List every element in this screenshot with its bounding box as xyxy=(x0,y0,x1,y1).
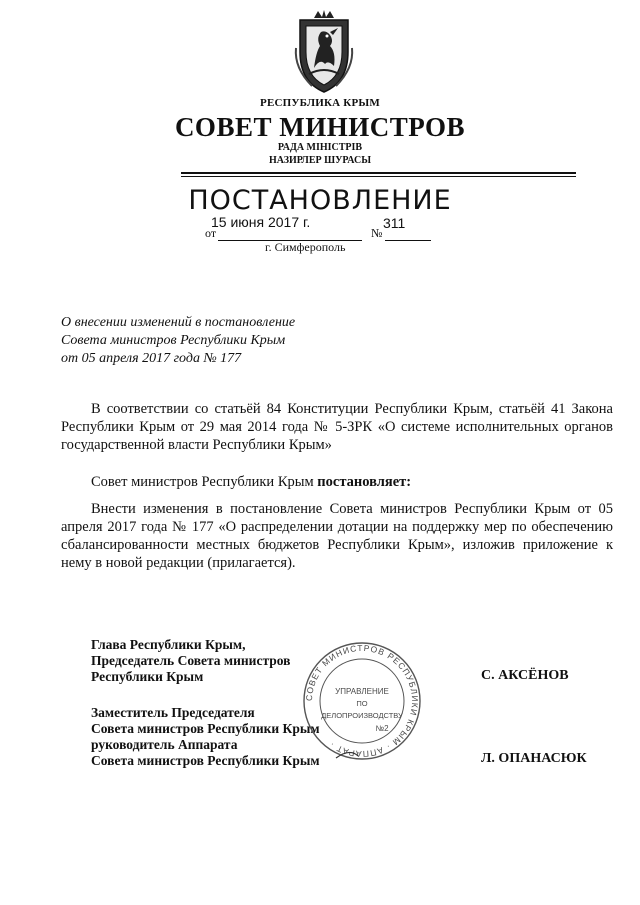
number-underline xyxy=(385,240,431,241)
stamp-ring-text: СОВЕТ МИНИСТРОВ РЕСПУБЛИКИ КРЫМ · АППАРАТ · xyxy=(303,642,421,760)
document-city: г. Симферополь xyxy=(265,240,346,254)
signatory-deputy-name: Л. ОПАНАСЮК xyxy=(481,751,587,766)
signatory-title-line: Председатель Совета министров xyxy=(91,653,291,668)
document-date: 15 июня 2017 г. xyxy=(211,214,311,230)
signatory-title-line: Совета министров Республики Крым xyxy=(91,753,320,768)
header-rule-thin xyxy=(181,176,576,177)
signatory-title-line: Совета министров Республики Крым xyxy=(91,721,320,736)
office-stamp xyxy=(296,640,428,762)
coat-of-arms-icon xyxy=(292,8,356,94)
subject-line: Совета министров Республики Крым xyxy=(61,333,286,348)
subject-line: от 05 апреля 2017 года № 177 xyxy=(61,351,242,366)
stamp-number: №2 xyxy=(375,724,389,733)
document-type: ПОСТАНОВЛЕНИЕ xyxy=(188,185,452,216)
decree-lead: Совет министров Республики Крым xyxy=(91,474,318,490)
document-subject xyxy=(61,314,421,368)
republic-title: РЕСПУБЛИКА КРЫМ xyxy=(260,97,380,109)
signatory-title-line: Заместитель Председателя xyxy=(91,705,255,720)
council-title: СОВЕТ МИНИСТРОВ xyxy=(174,112,466,142)
signatory-title-line: Глава Республики Крым, xyxy=(91,637,246,652)
signatory-head-name: С. АКСЁНОВ xyxy=(481,668,569,683)
decree-paragraph: Внести изменения в постановление Совета министров Республики Крым от 05 апреля 2017 года № 177 «О распределении дотации на поддержку мер по обеспечению сбалансированности местных бюджетов Республики Крым», изложив приложение к нему в новой редакции (прилагается). xyxy=(61,501,613,571)
legal-basis-paragraph: В соответствии со статьёй 84 Конституции Республики Крым, статьёй 41 Закона Республики Крым от 29 мая 2014 года № 5-ЗРК «О системе исполнительных органов государственной власти Республики Крым» xyxy=(61,401,613,453)
decree-verb: постановляет: xyxy=(317,474,412,490)
council-title-crimean-tatar: НАЗИРЛЕР ШУРАСЫ xyxy=(268,155,372,166)
stamp-text: ПО xyxy=(356,699,368,708)
date-label: от xyxy=(205,226,217,240)
document-number: 311 xyxy=(383,215,406,231)
council-title-ukrainian: РАДА МІНІСТРІВ xyxy=(277,142,363,153)
header-rule xyxy=(181,172,576,174)
decree-statement xyxy=(61,473,613,491)
signatory-title-line: Республики Крым xyxy=(91,669,204,684)
number-label: № xyxy=(371,226,383,240)
stamp-text: УПРАВЛЕНИЕ xyxy=(335,687,389,696)
stamp-text: ДЕЛОПРОИЗВОДСТВУ xyxy=(321,711,403,720)
signatory-title-line: руководитель Аппарата xyxy=(91,737,238,752)
subject-line: О внесении изменений в постановление xyxy=(61,315,296,330)
